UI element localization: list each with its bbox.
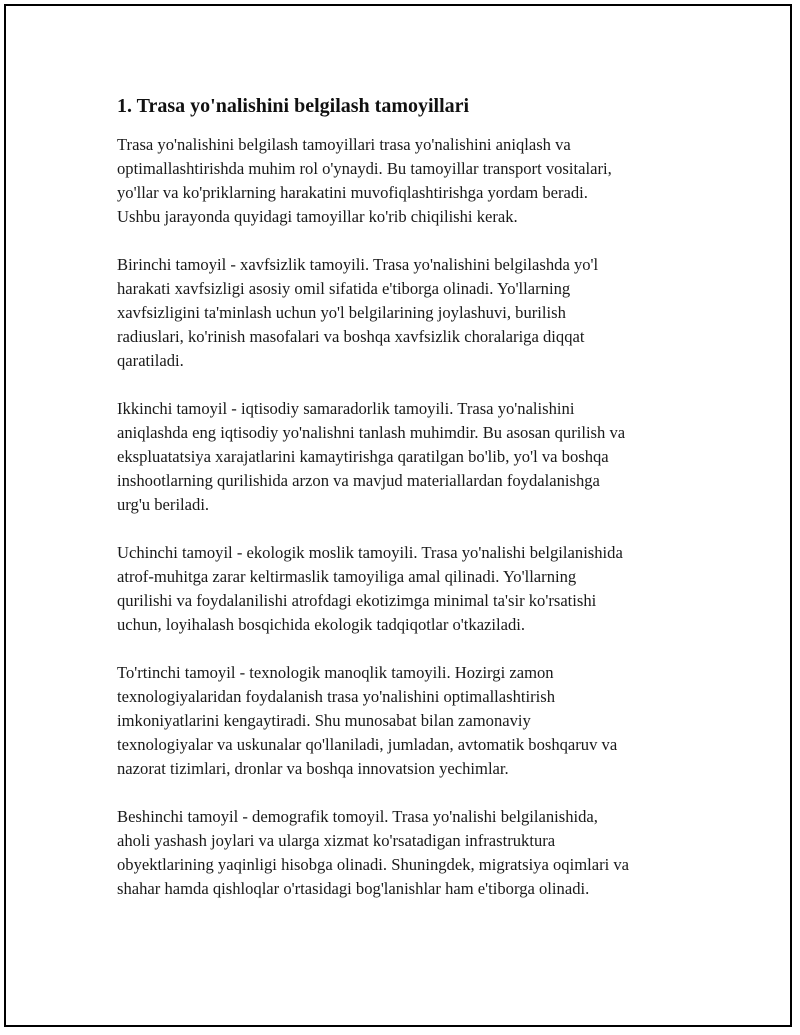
paragraph-line: imkoniyatlarini kengaytiradi. Shu munosabat bilan zamonaviy — [117, 711, 531, 730]
paragraph-line: qaratiladi. — [117, 351, 184, 370]
paragraph-line: harakati xavfsizligi asosiy omil sifatida e'tiborga olinadi. Yo'llarning — [117, 279, 571, 298]
paragraph-second-principle — [117, 397, 697, 517]
document-content — [117, 92, 697, 925]
paragraph-first-principle — [117, 253, 697, 373]
paragraph-fifth-principle — [117, 805, 697, 901]
paragraph-line: Ikkinchi tamoyil - iqtisodiy samaradorlik tamoyili. Trasa yo'nalishini — [117, 399, 575, 418]
paragraph-line: To'rtinchi tamoyil - texnologik manoqlik tamoyili. Hozirgi zamon — [117, 663, 554, 682]
paragraph-line: ekspluatatsiya xarajatlarini kamaytirishga qaratilgan bo'lib, yo'l va boshqa — [117, 447, 609, 466]
paragraph-line: Beshinchi tamoyil - demografik tomoyil. Trasa yo'nalishi belgilanishida, — [117, 807, 598, 826]
paragraph-line: aholi yashash joylari va ularga xizmat ko'rsatadigan infrastruktura — [117, 831, 556, 850]
paragraph-line: shahar hamda qishloqlar o'rtasidagi bog'lanishlar ham e'tiborga olinadi. — [117, 879, 590, 898]
paragraph-line: texnologiyalaridan foydalanish trasa yo'nalishini optimallashtirish — [117, 687, 556, 706]
paragraph-line: Uchinchi tamoyil - ekologik moslik tamoyili. Trasa yo'nalishi belgilanishida — [117, 543, 623, 562]
paragraph-line: nazorat tizimlari, dronlar va boshqa innovatsion yechimlar. — [117, 759, 509, 778]
paragraph-fourth-principle — [117, 661, 697, 781]
paragraph-line: yo'llar va ko'priklarning harakatini muvofiqlashtirishga yordam beradi. — [117, 183, 588, 202]
paragraph-line: urg'u beriladi. — [117, 495, 210, 514]
section-heading: 1. Trasa yo'nalishini belgilash tamoyillari — [117, 95, 470, 117]
paragraph-third-principle — [117, 541, 697, 637]
paragraph-line: optimallashtirishda muhim rol o'ynaydi. Bu tamoyillar transport vositalari, — [117, 159, 612, 178]
paragraph-line: Ushbu jarayonda quyidagi tamoyillar ko'rib chiqilishi kerak. — [117, 207, 518, 226]
paragraph-line: xavfsizligini ta'minlash uchun yo'l belgilarining joylashuvi, burilish — [117, 303, 566, 322]
paragraph-line: Trasa yo'nalishini belgilash tamoyillari trasa yo'nalishini aniqlash va — [117, 135, 571, 154]
paragraph-line: uchun, loyihalash bosqichida ekologik tadqiqotlar o'tkaziladi. — [117, 615, 526, 634]
paragraph-line: texnologiyalar va uskunalar qo'llaniladi, jumladan, avtomatik boshqaruv va — [117, 735, 618, 754]
paragraph-line: Birinchi tamoyil - xavfsizlik tamoyili. Trasa yo'nalishini belgilashda yo'l — [117, 255, 599, 274]
paragraph-line: inshootlarning qurilishida arzon va mavjud materiallardan foydalanishga — [117, 471, 600, 490]
paragraph-intro — [117, 133, 697, 229]
paragraph-line: aniqlashda eng iqtisodiy yo'nalishni tanlash muhimdir. Bu asosan qurilish va — [117, 423, 626, 442]
paragraph-line: obyektlarining yaqinligi hisobga olinadi. Shuningdek, migratsiya oqimlari va — [117, 855, 630, 874]
paragraph-line: qurilishi va foydalanilishi atrofdagi ekotizimga minimal ta'sir ko'rsatishi — [117, 591, 597, 610]
paragraph-line: radiuslari, ko'rinish masofalari va boshqa xavfsizlik choralariga diqqat — [117, 327, 585, 346]
paragraph-line: atrof-muhitga zarar keltirmaslik tamoyiliga amal qilinadi. Yo'llarning — [117, 567, 577, 586]
